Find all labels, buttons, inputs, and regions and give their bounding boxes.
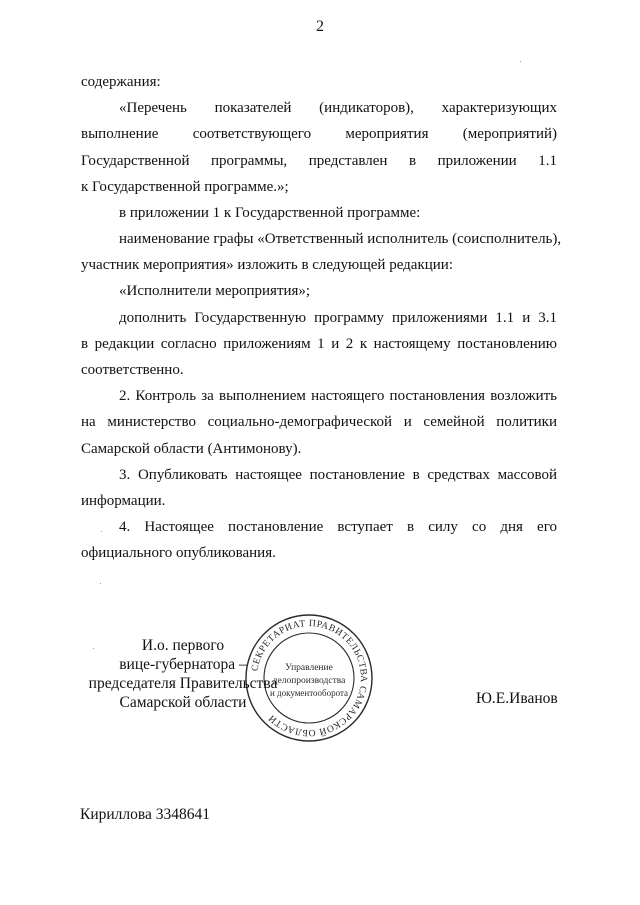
text-line: «Исполнители мероприятия»; — [119, 283, 311, 299]
text-line: к Государственной программе.»; — [81, 179, 289, 195]
text-line: на министерство социально-демографической и семейной политики — [81, 414, 557, 430]
text-line: дополнить Государственную программу приложениями 1.1 и 3.1 — [119, 310, 557, 326]
signatory-name: Ю.Е.Иванов — [476, 690, 558, 707]
text-line: выполнение соответствующего мероприятия (мероприятий) — [81, 126, 557, 142]
text-line: официального опубликования. — [81, 545, 276, 561]
signatory-title — [76, 636, 290, 712]
text-line: соответственно. — [81, 362, 184, 378]
text-line: 2. Контроль за выполнением настоящего постановления возложить — [119, 388, 557, 404]
page-number: 2 — [316, 18, 324, 35]
scan-speck — [93, 648, 94, 649]
signatory-title-line: И.о. первого — [141, 637, 225, 654]
text-line: 4. Настоящее постановление вступает в силу со дня его — [119, 519, 557, 535]
seal-inner-text: делопроизводства — [272, 676, 346, 686]
executor-contact: Кириллова 3348641 — [80, 806, 211, 823]
seal-inner-text: и документооборота — [269, 688, 349, 698]
text-line: «Перечень показателей (индикаторов), характеризующих — [119, 100, 557, 116]
text-line: информации. — [81, 493, 166, 509]
signatory-title-line: председателя Правительства — [88, 675, 278, 692]
text-line: в приложении 1 к Государственной программе: — [119, 205, 421, 221]
signatory-title-line: Самарской области — [119, 694, 247, 711]
text-line: наименование графы «Ответственный исполнитель (соисполнитель), — [119, 231, 562, 247]
scan-speck — [100, 583, 101, 584]
seal-inner-text: Управление — [285, 663, 333, 673]
text-line: в редакции согласно приложениям 1 и 2 к настоящему постановлению — [81, 336, 557, 352]
text-line: 3. Опубликовать настоящее постановление в средствах массовой — [119, 467, 557, 483]
seal-ring-text: СЕКРЕТАРИАТ ПРАВИТЕЛЬСТВА САМАРСКОЙ ОБЛАСТИ — [249, 617, 370, 739]
text-line: содержания: — [81, 74, 161, 90]
scan-speck — [520, 61, 521, 62]
text-line: Самарской области (Антимонову). — [81, 441, 302, 457]
text-line: участник мероприятия» изложить в следующей редакции: — [81, 257, 453, 273]
text-line: Государственной программы, представлен в приложении 1.1 — [81, 153, 557, 169]
scan-speck — [101, 531, 102, 532]
signatory-title-line: вице-губернатора – — [119, 656, 247, 673]
